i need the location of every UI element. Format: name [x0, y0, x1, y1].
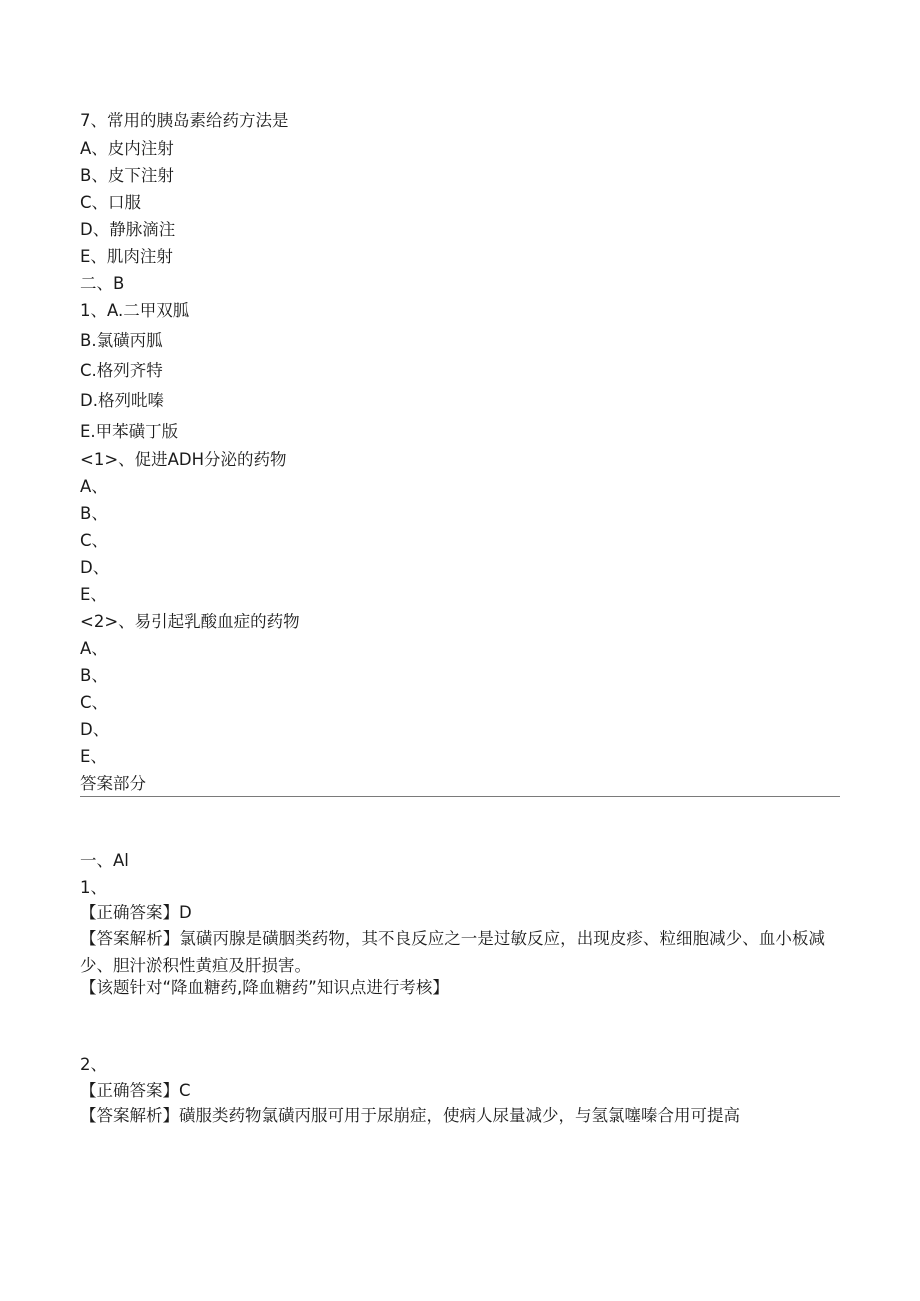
sub1-option-e: E、 — [80, 585, 107, 604]
shared-option-b: B.氯磺丙胍 — [80, 331, 163, 350]
shared-option-e: E.甲苯磺丁版 — [80, 422, 179, 441]
sub2-option-d: D、 — [80, 720, 110, 739]
sub1-option-a: A、 — [80, 477, 108, 496]
sub2-option-c: C、 — [80, 693, 109, 712]
sub2-option-e: E、 — [80, 747, 107, 766]
option-d: D、静脉滴注 — [80, 220, 176, 239]
answer-2-correct: 【正确答案】C — [80, 1081, 191, 1100]
answer-1-correct: 【正确答案】D — [80, 903, 192, 922]
sub-question-1: <1>、促进ADH分泌的药物 — [80, 450, 287, 469]
sub-question-2: <2>、易引起乳酸血症的药物 — [80, 612, 300, 631]
answer-1-number: 1、 — [80, 878, 107, 897]
option-c: C、口服 — [80, 193, 142, 212]
option-e: E、肌肉注射 — [80, 247, 173, 266]
answer-2-analysis: 【答案解析】磺服类药物氯磺丙服可用于尿崩症，使病人尿量减少，与氢氯噻嗪合用可提高 — [80, 1106, 740, 1125]
sub1-option-d: D、 — [80, 558, 110, 577]
section-b-heading: 二、B — [80, 274, 125, 293]
answers-section-heading: 一、Al — [80, 851, 129, 870]
shared-option-a: 1、A.二甲双胍 — [80, 301, 190, 320]
answers-title: 答案部分 — [80, 774, 146, 793]
shared-option-c: C.格列齐特 — [80, 361, 163, 380]
sub1-option-b: B、 — [80, 504, 108, 523]
divider — [80, 796, 840, 797]
answer-2-number: 2、 — [80, 1055, 107, 1074]
answer-1-analysis: 【答案解析】氯磺丙腺是磺胭类药物，其不良反应之一是过敏反应，出现皮疹、粒细胞减少、血小板减少、胆汁淤积性黄疸及肝损害。 — [80, 929, 825, 975]
answer-1-topic: 【该题针对“降血糖药,降血糖药”知识点进行考核】 — [80, 978, 449, 997]
sub2-option-a: A、 — [80, 639, 108, 658]
shared-option-d: D.格列吡嗪 — [80, 391, 164, 410]
question-7: 7、常用的胰岛素给药方法是 — [80, 111, 289, 130]
sub2-option-b: B、 — [80, 666, 108, 685]
option-a: A、皮内注射 — [80, 139, 174, 158]
option-b: B、皮下注射 — [80, 166, 174, 185]
sub1-option-c: C、 — [80, 531, 109, 550]
